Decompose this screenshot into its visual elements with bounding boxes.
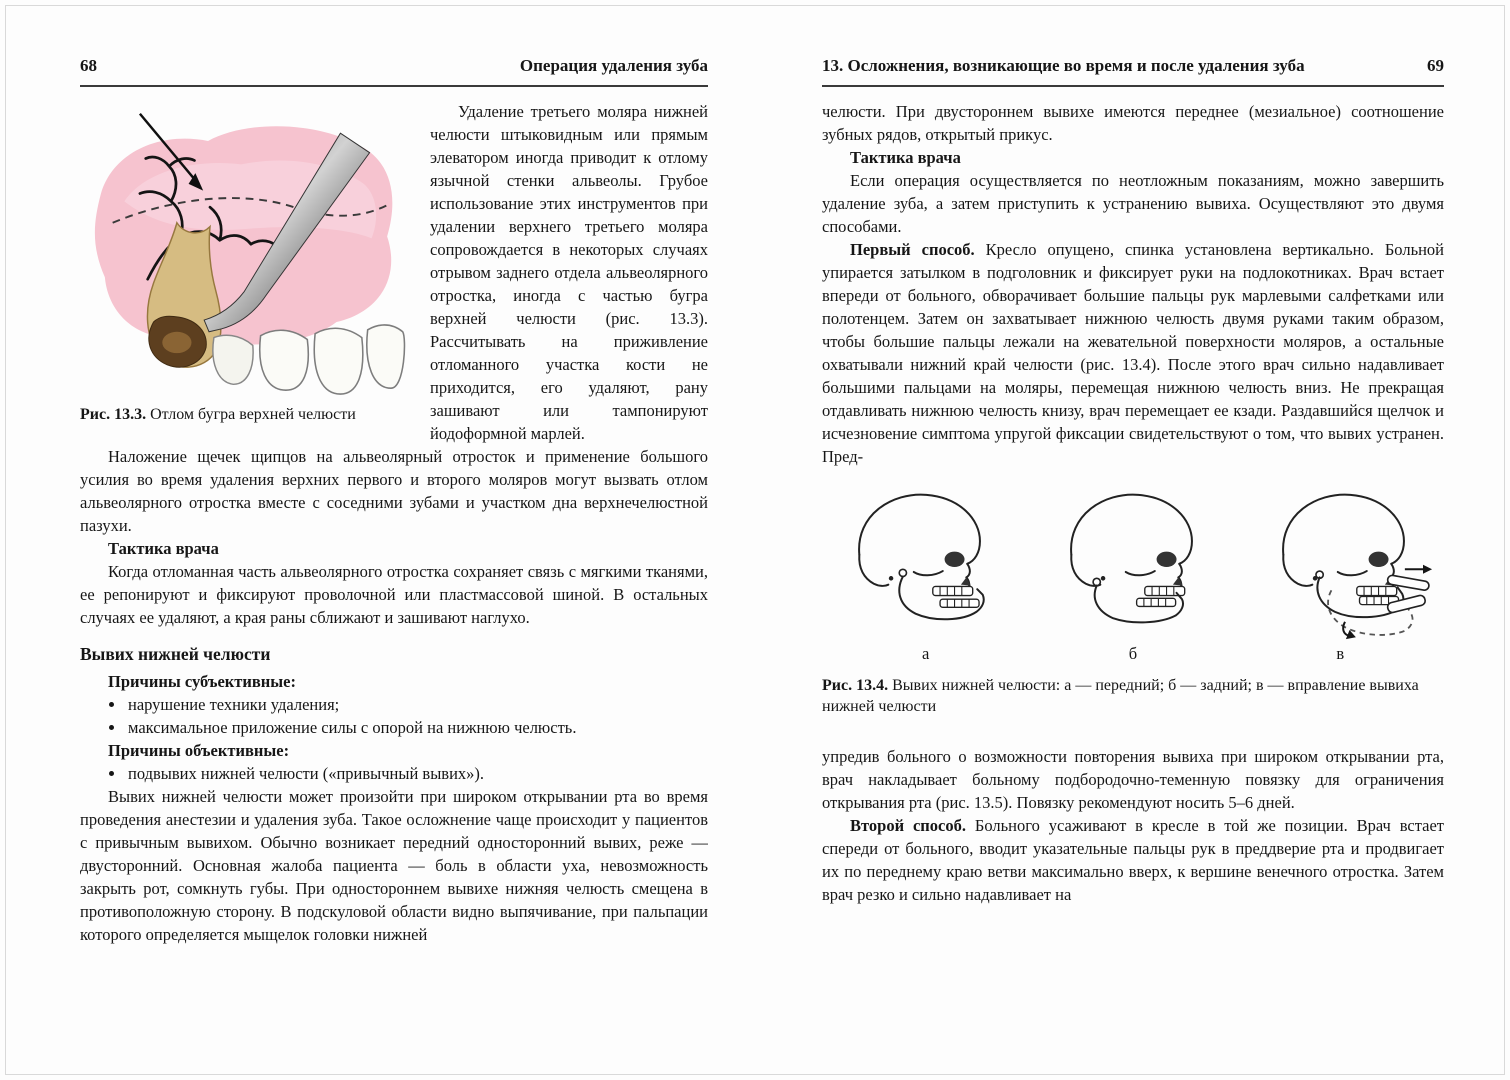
- paragraph-method-1: [822, 238, 1444, 468]
- page-69-content: [822, 100, 1444, 906]
- skull-posterior-dislocation: [1034, 484, 1232, 640]
- list-item: • нарушение техники удаления;: [126, 693, 708, 716]
- figure-13-4-caption: [822, 675, 1444, 717]
- paragraph-continuation: челюсти. При двустороннем вывихе имеются переднее (мезиальное) соотношение зубных рядов, открытый прикус.: [822, 102, 1444, 144]
- list-item: • максимальное приложение силы с опорой на нижнюю челюсть.: [126, 716, 708, 739]
- label-b: б: [1128, 644, 1138, 663]
- teeth-row: [314, 328, 363, 394]
- skull-diagrams: [822, 484, 1444, 640]
- tooth-elevator-illustration: [80, 104, 412, 396]
- skull-profile-a-illustration: [822, 484, 1020, 640]
- label-v: в: [1336, 644, 1345, 663]
- adjacent-tooth: [213, 335, 253, 384]
- skull-anterior-dislocation: [822, 484, 1020, 640]
- paragraph-intro: Удаление третьего моляра нижней челюсти штыковидным или прямым элеватором иногда приводит к отлому язычной стенки альвеолы. Грубое использование этих инструментов при удалении верхнего третьего моляра сопровождается в некоторых случаях отрывом заднего отдела альвеолярного отростка, иногда с частью бугра верхней челюсти (рис. 13.3). Рассчитывать на приживление отломанного участка кости не приходится, его удаляют, рану зашивают или тампонируют йодоформной марлей.: [430, 102, 708, 443]
- page-number: 68: [80, 56, 97, 75]
- method-1-text: Кресло опущено, спинка установлена вертикально. Больной упирается затылком в подголовник и фиксирует руки на подлокотниках. Врач встает впереди от больного, обворачивает большие пальцы рук марлевыми салфетками или полотенцем. Затем он захватывает нижнюю челюсть двумя руками таким образом, чтобы большие пальцы лежали на жевательной поверхности моляров, а остальные охватывали нижний край челюсти (рис. 13.4). После этого врач сильно надавливает большими пальцами на моляры, перемещая нижнюю челюсть вниз. Не прекращая отдавливать нижнюю челюсть книзу, врач перемещает ее кзади. Раздавшийся щелчок и исчезновение симптома упругой фиксации свидетельствуют о том, что вывих устранен. Пред-: [822, 240, 1444, 466]
- page-number: 69: [1427, 56, 1444, 75]
- figure-13-4-labels: [822, 642, 1444, 665]
- skull-profile-v-illustration: [1246, 484, 1444, 640]
- paragraph-bandage: упредив больного о возможности повторения вывиха при широком открывании рта, врач накладывает больному подбородочно-теменную повязку для ограничения открывания рта (рис. 13.5). Повязку рекомендуют носить 5–6 дней.: [822, 747, 1444, 812]
- page-69: [822, 0, 1444, 1080]
- running-title: 13. Осложнения, возникающие во время и после удаления зуба: [822, 56, 1305, 75]
- causes-subjective-list: [80, 693, 708, 739]
- skull-reduction: [1246, 484, 1444, 640]
- running-head-right: [822, 56, 1444, 87]
- running-title: Операция удаления зуба: [519, 56, 708, 75]
- page-68-content: [80, 100, 708, 946]
- section-heading-dislocation: Вывих нижней челюсти: [80, 644, 271, 664]
- label-a: а: [922, 644, 930, 663]
- paragraph-tactics: Когда отломанная часть альвеолярного отростка сохраняет связь с мягкими тканями, ее репонируют и фиксируют проволочной или пластмассовой шиной. В остальных случаях ее удаляют, а края раны сближают и зашивают наглухо.: [80, 562, 708, 627]
- method-2-label: Второй способ.: [850, 816, 966, 835]
- figure-13-3: [80, 104, 412, 425]
- tactics-heading: Тактика врача: [850, 148, 961, 167]
- method-1-label: Первый способ.: [850, 240, 975, 259]
- figure-13-4: [822, 484, 1444, 717]
- list-item: • подвывих нижней челюсти («привычный вывих»).: [126, 762, 708, 785]
- caption-text: Вывих нижней челюсти: а — передний; б — задний; в — вправление вывиха нижней челюсти: [822, 677, 1419, 715]
- paragraph-tactics: Если операция осуществляется по неотложным показаниям, можно завершить удаление зуба, а затем приступить к устранению вывиха. Осуществляют это двумя способами.: [822, 171, 1444, 236]
- paragraph-forceps: Наложение щечек щипцов на альвеолярный отросток и применение большого усилия во время удаления верхних первого и второго моляров могут вызвать отлом альвеолярного отростка вместе с соседними зубами и участком дна верхнечелюстной пазухи.: [80, 447, 708, 535]
- causes-objective-heading: Причины объективные:: [108, 741, 290, 760]
- caption-number: Рис. 13.4.: [822, 677, 889, 694]
- paragraph-dislocation: Вывих нижней челюсти может произойти при широком открывании рта во время проведения анестезии и удаления зуба. Такое осложнение чаще происходит у пациентов с привычным вывихом. Обычно возникает передний односторонний вывих, реже — двусторонний. Основная жалоба пациента — боль в области уха, невозможность закрыть рот, сомкнуть губы. При одностороннем вывихе нижняя челюсть смещена в противоположную сторону. В подскуловой области видно выпячивание, при пальпации которого определяется мыщелок головки нижней: [80, 787, 708, 944]
- teeth-row: [260, 330, 309, 390]
- figure-13-3-caption: [80, 404, 412, 425]
- caption-text: Отлом бугра верхней челюсти: [150, 406, 356, 423]
- skull-profile-b-illustration: [1034, 484, 1232, 640]
- page-68: [80, 0, 708, 1080]
- causes-subjective-heading: Причины субъективные:: [108, 672, 297, 691]
- caption-number: Рис. 13.3.: [80, 406, 147, 423]
- method-2-text: Больного усаживают в кресле в той же позиции. Врач встает спереди от больного, вводит указательные пальцы рук в преддверие рта и продвигает их по переднему краю ветви максимально вверх, к вершине венечного отростка. Затем врач резко и сильно надавливает на: [822, 816, 1444, 904]
- causes-objective-list: [80, 762, 708, 785]
- paragraph-method-2: [822, 814, 1444, 906]
- teeth-row: [367, 325, 405, 388]
- running-head-left: [80, 56, 708, 87]
- tactics-heading: Тактика врача: [108, 539, 219, 558]
